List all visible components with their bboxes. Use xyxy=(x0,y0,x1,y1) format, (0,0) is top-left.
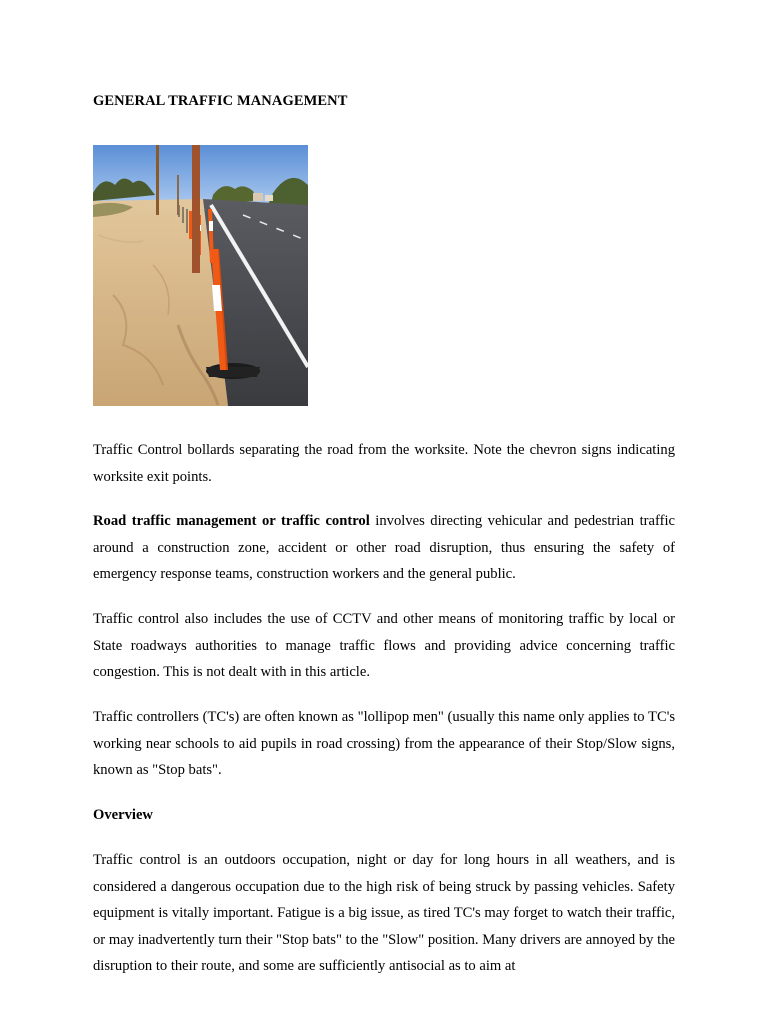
photo-caption: Traffic Control bollards separating the road from the worksite. Note the chevron signs indicating worksite exit points. xyxy=(93,442,675,485)
lollipop-paragraph: Traffic controllers (TC's) are often known as "lollipop men" (usually this name only applies to TC's working near schools to aid pupils in road crossing) from the appearance of their Stop/Slow signs, known as "Stop bats". xyxy=(93,709,675,778)
cctv-paragraph: Traffic control also includes the use of CCTV and other means of monitoring traffic by local or State roadways authorities to manage traffic flows and providing advice concerning traffic congestion. This is not dealt with in this article. xyxy=(93,611,675,680)
overview-paragraph: Traffic control is an outdoors occupation, night or day for long hours in all weathers, and is considered a dangerous occupation due to the high risk of being struck by passing vehicles. Safety equipment is vitally important. Fatigue is a big issue, as tired TC's may forget to watch their traffic, or may inadvertently turn their "Stop bats" to the "Slow" position. Many drivers are annoyed by the disruption to their route, and some are sufficiently antisocial as to aim at xyxy=(93,852,675,974)
intro-paragraph xyxy=(93,508,675,588)
page-title: GENERAL TRAFFIC MANAGEMENT xyxy=(93,93,348,109)
intro-lead-bold: Road traffic management or traffic control xyxy=(93,513,370,529)
intro-rest: involves directing vehicular and pedestrian traffic around a construction zone, accident or other road disruption, thus ensuring the safety of emergency response teams, construction workers and the general public. xyxy=(93,513,675,582)
overview-heading: Overview xyxy=(93,807,153,823)
traffic-bollards-photo xyxy=(93,145,308,406)
